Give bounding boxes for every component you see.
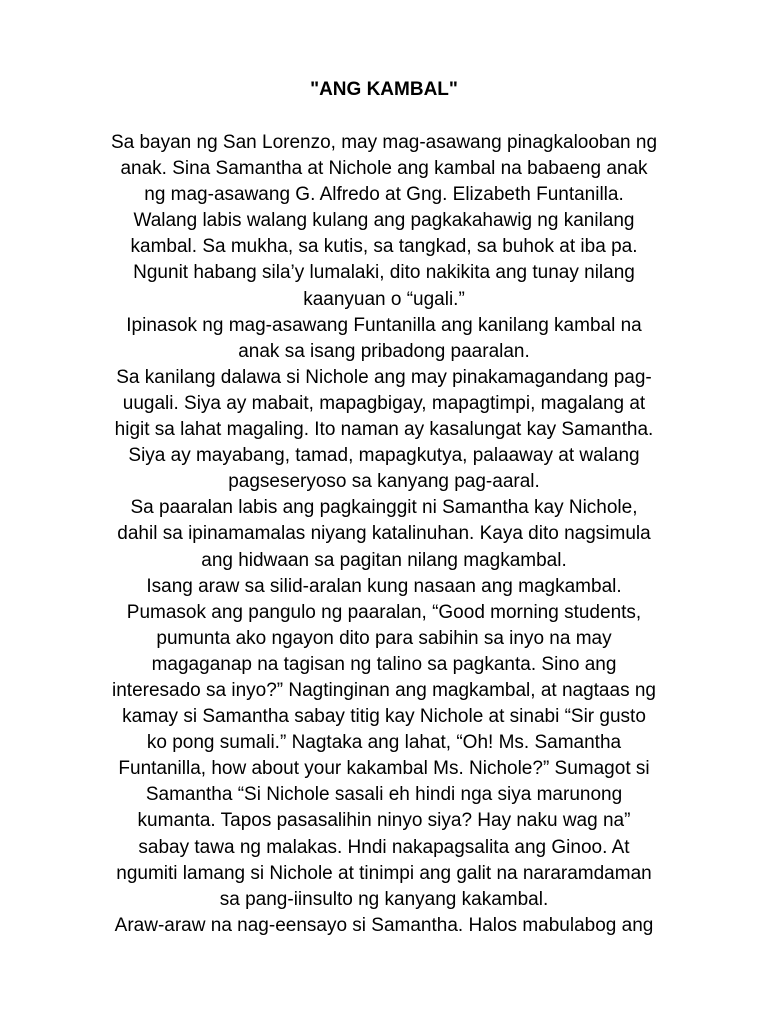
text-line: Samantha “Si Nichole sasali eh hindi nga siya marunong [145,784,623,806]
text-line: Pumasok ang pangulo ng paaralan, “Good morning students, [126,601,642,623]
text-line: ko pong sumali.” Nagtaka ang lahat, “Oh! Ms. Samantha [146,732,622,754]
text-line: pagseseryoso sa kanyang pag-aaral. [228,471,540,493]
text-line: ngumiti lamang si Nichole at tinimpi ang galit na nararamdaman [116,862,652,884]
text-line: sabay tawa ng malakas. Hndi nakapagsalita ang Ginoo. At [138,836,630,858]
text-line: magaganap na tagisan ng talino sa pagkanta. Sino ang [151,653,617,675]
text-line: Ngunit habang sila’y lumalaki, dito nakikita ang tunay nilang [133,262,635,284]
text-line: kamay si Samantha sabay titig kay Nichole at sinabi “Sir gusto [122,706,646,728]
text-line: kumanta. Tapos pasasalihin ninyo siya? Hay naku wag na” [137,810,631,832]
text-line: sa pang-iinsulto ng kanyang kakambal. [219,888,549,910]
text-line: Ipinasok ng mag-asawang Funtanilla ang kanilang kambal na [126,314,642,336]
document-title: "ANG KAMBAL" [310,79,458,100]
text-line: ang hidwaan sa pagitan nilang magkambal. [201,549,567,571]
text-line: Funtanilla, how about your kakambal Ms. Nichole?” Sumagot si [118,758,650,780]
text-line: dahil sa ipinamamalas niyang katalinuhan. Kaya dito nagsimula [117,523,651,545]
text-line: Siya ay mayabang, tamad, mapagkutya, palaaway at walang [128,445,640,467]
document-body [70,130,698,939]
text-line: Sa kanilang dalawa si Nichole ang may pinakamagandang pag- [116,366,652,388]
text-line: Isang araw sa silid-aralan kung nasaan ang magkambal. [146,575,622,597]
text-line: ng mag-asawang G. Alfredo at Gng. Elizabeth Funtanilla. [144,184,624,206]
text-line: kaanyuan o “ugali.” [303,288,465,310]
text-line: uugali. Siya ay mabait, mapagbigay, mapagtimpi, magalang at [122,392,646,414]
text-line: Sa bayan ng San Lorenzo, may mag-asawang pinagkalooban ng [110,132,658,153]
text-line: anak sa isang pribadong paaralan. [238,340,530,362]
text-line: Walang labis walang kulang ang pagkakahawig ng kanilang [133,210,635,232]
text-line: Sa paaralan labis ang pagkainggit ni Samantha kay Nichole, [130,497,638,519]
text-line: anak. Sina Samantha at Nichole ang kambal na babaeng anak [120,158,648,180]
text-line: higit sa lahat magaling. Ito naman ay kasalungat kay Samantha. [114,419,654,441]
text-line: interesado sa inyo?” Nagtinginan ang magkambal, at nagtaas ng [112,679,656,701]
text-line: Araw-araw na nag-eensayo si Samantha. Halos mabulabog ang [114,914,654,936]
text-line: pumunta ako ngayon dito para sabihin sa inyo na may [156,627,612,649]
text-line: kambal. Sa mukha, sa kutis, sa tangkad, sa buhok at iba pa. [130,236,638,258]
